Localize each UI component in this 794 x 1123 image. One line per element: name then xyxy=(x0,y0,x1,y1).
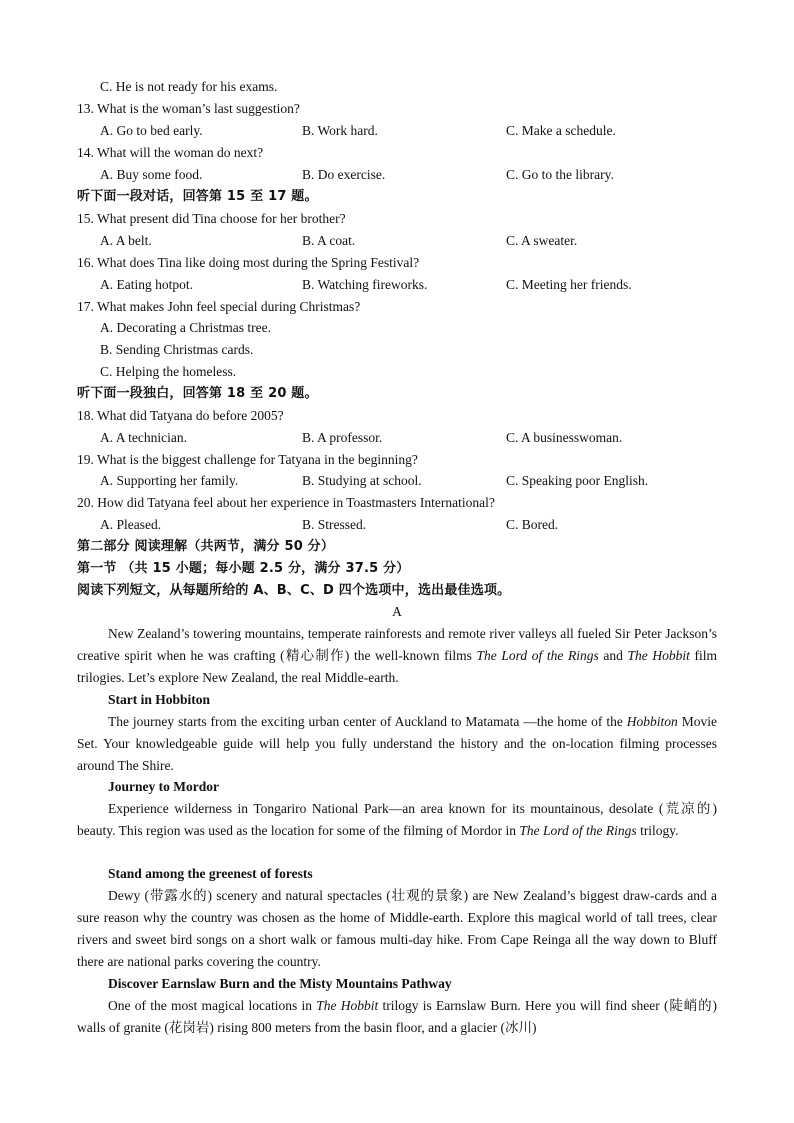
section-heading-monologue: 听下面一段独白，回答第 18 至 20 题。 xyxy=(77,386,318,401)
film-title: The Lord of the Rings xyxy=(476,648,599,663)
reading-instructions: 阅读下列短文，从每题所给的 A、B、C、D 四个选项中，选出最佳选项。 xyxy=(77,583,511,598)
q15-option-c: C. A sweater. xyxy=(506,233,578,248)
q14-option-b: B. Do exercise. xyxy=(302,167,386,182)
q17-option-a: A. Decorating a Christmas tree. xyxy=(100,320,271,335)
film-title: The Lord of the Rings xyxy=(519,823,637,838)
paragraph-mordor: Experience wilderness in Tongariro National Park—an area known for its mountainous, desolate (荒凉的) beauty. This region was used as the location for some of the filming of Mordor in The Lord of the Rings trilogy. xyxy=(77,801,717,838)
q16-option-b: B. Watching fireworks. xyxy=(302,277,428,292)
heading-earnslaw: Discover Earnslaw Burn and the Misty Mountains Pathway xyxy=(108,976,452,991)
q18-option-c: C. A businesswoman. xyxy=(506,430,623,445)
paragraph-forests: Dewy (带露水的) scenery and natural spectacles (壮观的景象) are New Zealand’s biggest draw-cards and a sure reason why the country was chosen as the home of Middle-earth. Explore this magical world of tall trees, clear rivers and sweet bird songs on a short walk or famous multi-day hike. From Cape Reinga all the way down to Bluff there are national parks covering the country. xyxy=(77,888,717,969)
q17-option-c-line xyxy=(77,361,717,383)
q13-stem: 13. What is the woman’s last suggestion? xyxy=(77,101,300,116)
q18-options xyxy=(77,427,717,449)
q17-option-c: C. Helping the homeless. xyxy=(100,364,237,379)
q18-option-b: B. A professor. xyxy=(302,430,383,445)
q20-stem: 20. How did Tatyana feel about her experience in Toastmasters International? xyxy=(77,495,495,510)
heading-mordor: Journey to Mordor xyxy=(108,779,219,794)
q17-option-b: B. Sending Christmas cards. xyxy=(100,342,254,357)
heading-hobbiton: Start in Hobbiton xyxy=(108,692,211,707)
q19-stem: 19. What is the biggest challenge for Tatyana in the beginning? xyxy=(77,452,418,467)
q14-option-a: A. Buy some food. xyxy=(100,167,203,182)
q16-option-a: A. Eating hotpot. xyxy=(100,277,193,292)
q20-option-b: B. Stressed. xyxy=(302,517,367,532)
heading-forests: Stand among the greenest of forests xyxy=(108,866,313,881)
q18-option-a: A. A technician. xyxy=(100,430,187,445)
q17-stem: 17. What makes John feel special during Christmas? xyxy=(77,299,361,314)
q20-option-c: C. Bored. xyxy=(506,517,559,532)
paragraph-intro: New Zealand’s towering mountains, temperate rainforests and remote river valleys all fueled Sir Peter Jackson’s creative spirit when he was crafting (精心制作) the well-known films The Lord of the Rings and The Hobbit film trilogies. Let’s explore New Zealand, the real Middle-earth. xyxy=(77,626,717,685)
q18-stem: 18. What did Tatyana do before 2005? xyxy=(77,408,284,423)
section-heading-dialogue: 听下面一段对话，回答第 15 至 17 题。 xyxy=(77,189,318,204)
q15-option-a: A. A belt. xyxy=(100,233,152,248)
q15-stem: 15. What present did Tina choose for her brother? xyxy=(77,211,346,226)
q13-option-a: A. Go to bed early. xyxy=(100,123,203,138)
q13-option-b: B. Work hard. xyxy=(302,123,378,138)
q19-option-b: B. Studying at school. xyxy=(302,473,422,488)
q15-option-b: B. A coat. xyxy=(302,233,356,248)
paragraph-hobbiton: The journey starts from the exciting urban center of Auckland to Matamata —the home of the Hobbiton Movie Set. Your knowledgeable guide will help you fully understand the history and the on-location filming processes around The Shire. xyxy=(77,714,717,773)
passage-label: A xyxy=(392,604,402,619)
q16-options xyxy=(77,274,717,296)
q17-option-a-line xyxy=(77,317,717,339)
q19-option-c: C. Speaking poor English. xyxy=(506,473,649,488)
film-title: The Hobbit xyxy=(316,998,379,1013)
q15-options xyxy=(77,230,717,252)
q14-options xyxy=(77,164,717,186)
q16-stem: 16. What does Tina like doing most during the Spring Festival? xyxy=(77,255,420,270)
q20-option-a: A. Pleased. xyxy=(100,517,162,532)
film-title: The Hobbit xyxy=(627,648,690,663)
section-one-heading: 第一节 （共 15 小题；每小题 2.5 分，满分 37.5 分） xyxy=(77,561,410,576)
place-name: Hobbiton xyxy=(626,714,678,729)
paragraph-earnslaw: One of the most magical locations in The Hobbit trilogy is Earnslaw Burn. Here you will find sheer (陡峭的) walls of granite (花岗岩) rising 800 meters from the basin floor, and a glacier (冰川) xyxy=(77,998,717,1035)
q19-option-a: A. Supporting her family. xyxy=(100,473,239,488)
q16-option-c: C. Meeting her friends. xyxy=(506,277,632,292)
q13-options xyxy=(77,120,717,142)
q17-option-b-line xyxy=(77,339,717,361)
q20-options xyxy=(77,514,717,536)
q12-option-c: C. He is not ready for his exams. xyxy=(100,79,278,94)
part-two-heading: 第二部分 阅读理解（共两节，满分 50 分） xyxy=(77,539,335,554)
q19-options xyxy=(77,470,717,492)
q14-stem: 14. What will the woman do next? xyxy=(77,145,264,160)
q14-option-c: C. Go to the library. xyxy=(506,167,614,182)
q13-option-c: C. Make a schedule. xyxy=(506,123,616,138)
